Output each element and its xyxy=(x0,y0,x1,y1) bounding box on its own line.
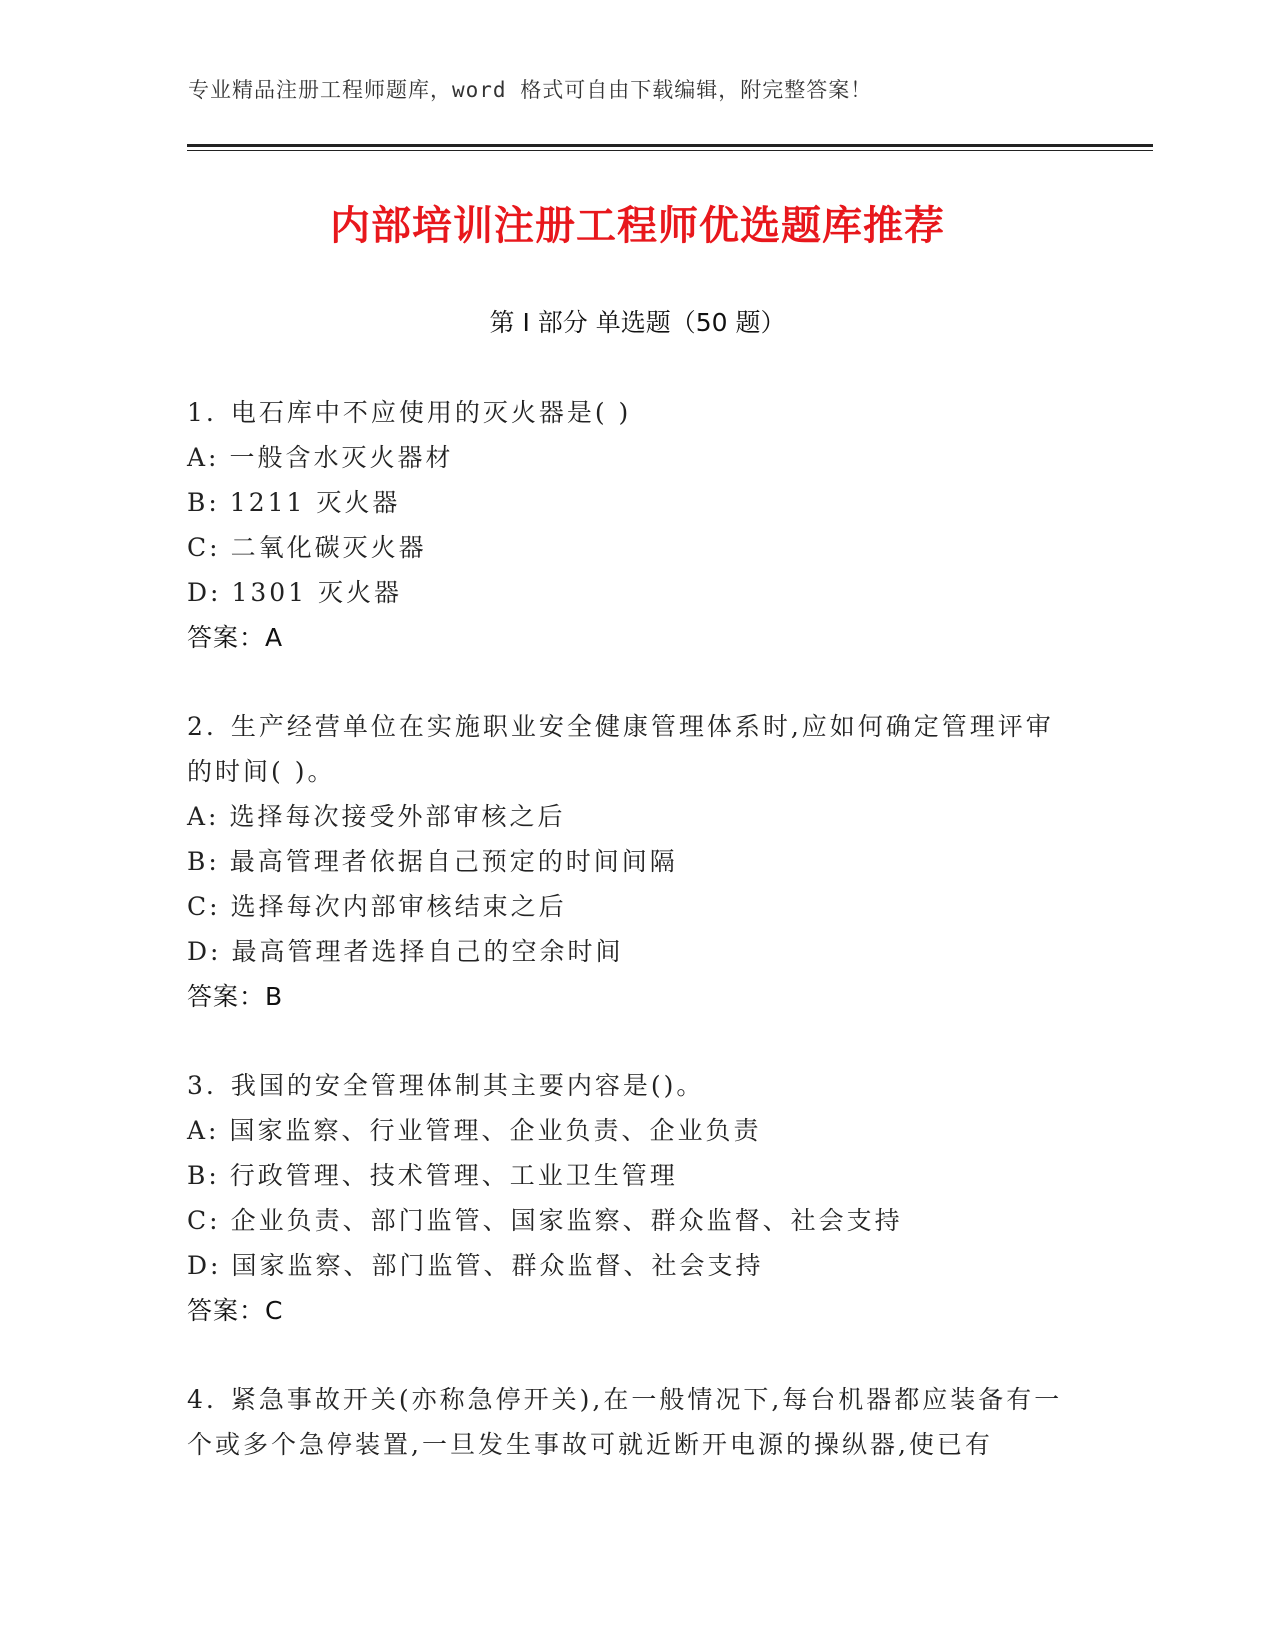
answer: 答案：B xyxy=(187,982,284,1011)
option-c xyxy=(187,1198,1067,1243)
option-text: 国家监察、行业管理、企业负责、企业负责 xyxy=(229,1116,762,1145)
option-key: C: xyxy=(187,533,221,562)
option-key: B: xyxy=(187,488,220,517)
option-text: 二氧化碳灭火器 xyxy=(230,533,427,562)
question-list xyxy=(187,390,1067,1511)
option-d xyxy=(187,929,1067,974)
option-c xyxy=(187,525,1067,570)
option-a xyxy=(187,1108,1067,1153)
option-b xyxy=(187,839,1067,884)
question-text: 我国的安全管理体制其主要内容是()。 xyxy=(230,1071,705,1100)
question-1 xyxy=(187,390,1067,660)
header-rule-thick xyxy=(187,144,1153,147)
question-text: 电石库中不应使用的灭火器是( ) xyxy=(230,398,632,427)
option-a xyxy=(187,794,1067,839)
option-b xyxy=(187,480,1067,525)
header-rule-thin xyxy=(187,150,1153,151)
option-d xyxy=(187,1243,1067,1288)
question-number: 1. xyxy=(187,398,217,427)
option-d xyxy=(187,570,1067,615)
question-4 xyxy=(187,1377,1067,1467)
option-text: 最高管理者选择自己的空余时间 xyxy=(231,937,624,966)
question-number: 4. xyxy=(187,1385,217,1414)
option-key: A: xyxy=(187,1116,220,1145)
option-key: A: xyxy=(187,443,220,472)
option-text: 一般含水灭火器材 xyxy=(229,443,454,472)
option-key: C: xyxy=(187,892,221,921)
option-b xyxy=(187,1153,1067,1198)
option-text: 企业负责、部门监管、国家监察、群众监督、社会支持 xyxy=(230,1206,903,1235)
answer: 答案：C xyxy=(187,1296,284,1325)
option-a xyxy=(187,435,1067,480)
question-number: 3. xyxy=(187,1071,217,1100)
option-key: B: xyxy=(187,1161,220,1190)
option-text: 行政管理、技术管理、工业卫生管理 xyxy=(229,1161,678,1190)
option-key: B: xyxy=(187,847,220,876)
section-title: 第 I 部分 单选题（50 题） xyxy=(489,308,786,337)
question-stem xyxy=(187,1063,1067,1108)
question-number: 2. xyxy=(187,712,217,741)
option-key: D: xyxy=(187,578,222,607)
question-text: 生产经营单位在实施职业安全健康管理体系时,应如何确定管理评审的时间( )。 xyxy=(187,712,1054,786)
option-text: 选择每次接受外部审核之后 xyxy=(229,802,566,831)
option-key: A: xyxy=(187,802,220,831)
answer: 答案：A xyxy=(187,623,284,652)
question-stem xyxy=(187,390,1067,435)
option-c xyxy=(187,884,1067,929)
option-text: 1211 灭火器 xyxy=(229,488,401,517)
option-text: 1301 灭火器 xyxy=(231,578,403,607)
question-2 xyxy=(187,704,1067,1019)
option-key: D: xyxy=(187,937,222,966)
option-text: 国家监察、部门监管、群众监督、社会支持 xyxy=(231,1251,764,1280)
question-stem xyxy=(187,1377,1067,1467)
option-key: C: xyxy=(187,1206,221,1235)
option-text: 选择每次内部审核结束之后 xyxy=(230,892,567,921)
option-text: 最高管理者依据自己预定的时间间隔 xyxy=(229,847,678,876)
header-note: 专业精品注册工程师题库，word 格式可自由下载编辑，附完整答案！ xyxy=(188,78,873,102)
question-3 xyxy=(187,1063,1067,1333)
question-stem xyxy=(187,704,1067,794)
question-text: 紧急事故开关(亦称急停开关),在一般情况下,每台机器都应装备有一个或多个急停装置,一旦发生事故可就近断开电源的操纵器,使已有 xyxy=(187,1385,1063,1459)
option-key: D: xyxy=(187,1251,222,1280)
document-title: 内部培训注册工程师优选题库推荐 xyxy=(330,203,945,249)
